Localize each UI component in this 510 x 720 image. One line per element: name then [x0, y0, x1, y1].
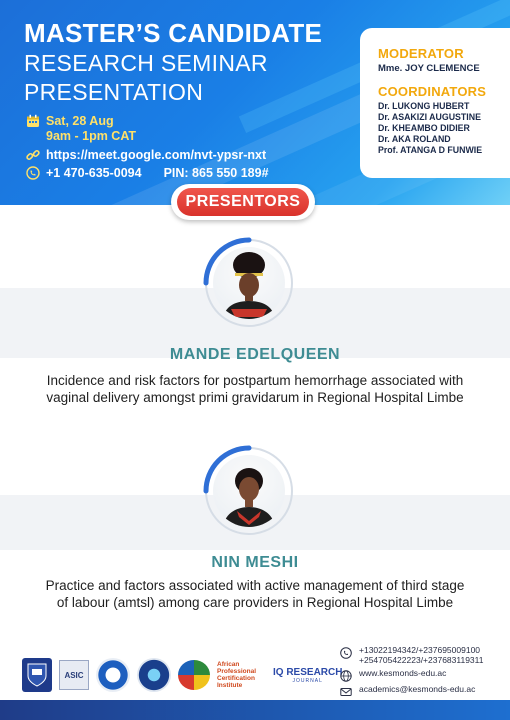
- presenter-topic: Practice and factors associated with active management of third stage of labour (amtsl) among care providers in Regional Hospital Limbe: [45, 578, 465, 610]
- presenter-photo: [213, 455, 285, 527]
- mail-icon: [340, 685, 352, 697]
- footer-bar: [0, 700, 510, 720]
- contact-phone-line: +254705422223/+237683119311: [359, 655, 484, 665]
- title-line-3: PRESENTATION: [24, 79, 204, 105]
- partner-logos: [22, 655, 342, 695]
- link-icon: [26, 148, 40, 162]
- website-link[interactable]: www.kesmonds-edu.ac: [359, 668, 447, 678]
- contact-info: [340, 645, 483, 700]
- meet-link[interactable]: https://meet.google.com/nvt-ypsr-nxt: [46, 148, 267, 162]
- apci-logo: [178, 660, 210, 690]
- title-line-2: RESEARCH SEMINAR: [24, 50, 268, 76]
- presenter-photo-frame: [203, 445, 295, 537]
- presenter-photo: [213, 247, 285, 319]
- title-main: MASTER’S CANDIDATE: [24, 18, 323, 48]
- contact-website[interactable]: [340, 668, 483, 681]
- seal-logo: [96, 658, 130, 692]
- phone-icon: [340, 646, 352, 658]
- moderator-name: Mme. JOY CLEMENCE: [378, 63, 480, 74]
- iq-research-title: IQ RESEARCH: [273, 666, 343, 678]
- phone-icon: [26, 166, 40, 180]
- event-date-row: [26, 114, 114, 128]
- globe-seal-logo: [137, 658, 171, 692]
- coordinator-item: Dr. LUKONG HUBERT: [378, 101, 470, 111]
- asic-logo: ASIC: [59, 660, 89, 690]
- iq-research-logo: [273, 667, 342, 684]
- presenter-name: MANDE EDELQUEEN: [169, 346, 341, 363]
- dial-in-pin: PIN: 865 550 189#: [163, 166, 269, 180]
- meet-link-row[interactable]: [26, 148, 266, 162]
- coordinators-list: [378, 101, 510, 156]
- coordinator-item: Dr. AKA ROLAND: [378, 134, 451, 144]
- apci-name: African Professional Certification Institute: [217, 661, 257, 689]
- globe-icon: [340, 669, 352, 681]
- coordinator-item: Dr. KHEAMBO DIDIER: [378, 123, 470, 133]
- iq-research-subtitle: JOURNAL: [292, 677, 323, 684]
- event-date: Sat, 28 Aug: [46, 114, 114, 128]
- presenter-topic: Incidence and risk factors for postpartum hemorrhage associated with vaginal delivery amongst primi gravidarum in Regional Hospital Limbe: [46, 373, 464, 405]
- presenter-name: NIN MESHI: [211, 554, 299, 571]
- dial-in-row: [26, 166, 269, 180]
- presenters-label: PRESENTORS: [177, 188, 309, 216]
- contact-email[interactable]: [340, 684, 483, 697]
- dial-in-phone: +1 470-635-0094: [46, 166, 142, 180]
- event-time: 9am - 1pm CAT: [46, 129, 137, 143]
- moderator-panel: [360, 28, 510, 178]
- presenter-photo-frame: [203, 237, 295, 329]
- kesmonds-logo: [22, 658, 52, 692]
- presenters-badge: [171, 184, 315, 220]
- email-link[interactable]: academics@kesmonds-edu.ac: [359, 684, 476, 694]
- moderator-heading: MODERATOR: [378, 46, 464, 61]
- coordinator-item: Prof. ATANGA D FUNWIE: [378, 145, 483, 155]
- coordinators-heading: COORDINATORS: [378, 84, 487, 99]
- coordinator-item: Dr. ASAKIZI AUGUSTINE: [378, 112, 481, 122]
- contact-phone-line: +13022194342/+237695009100: [359, 645, 481, 655]
- calendar-icon: [26, 114, 40, 128]
- contact-phones: [340, 645, 483, 665]
